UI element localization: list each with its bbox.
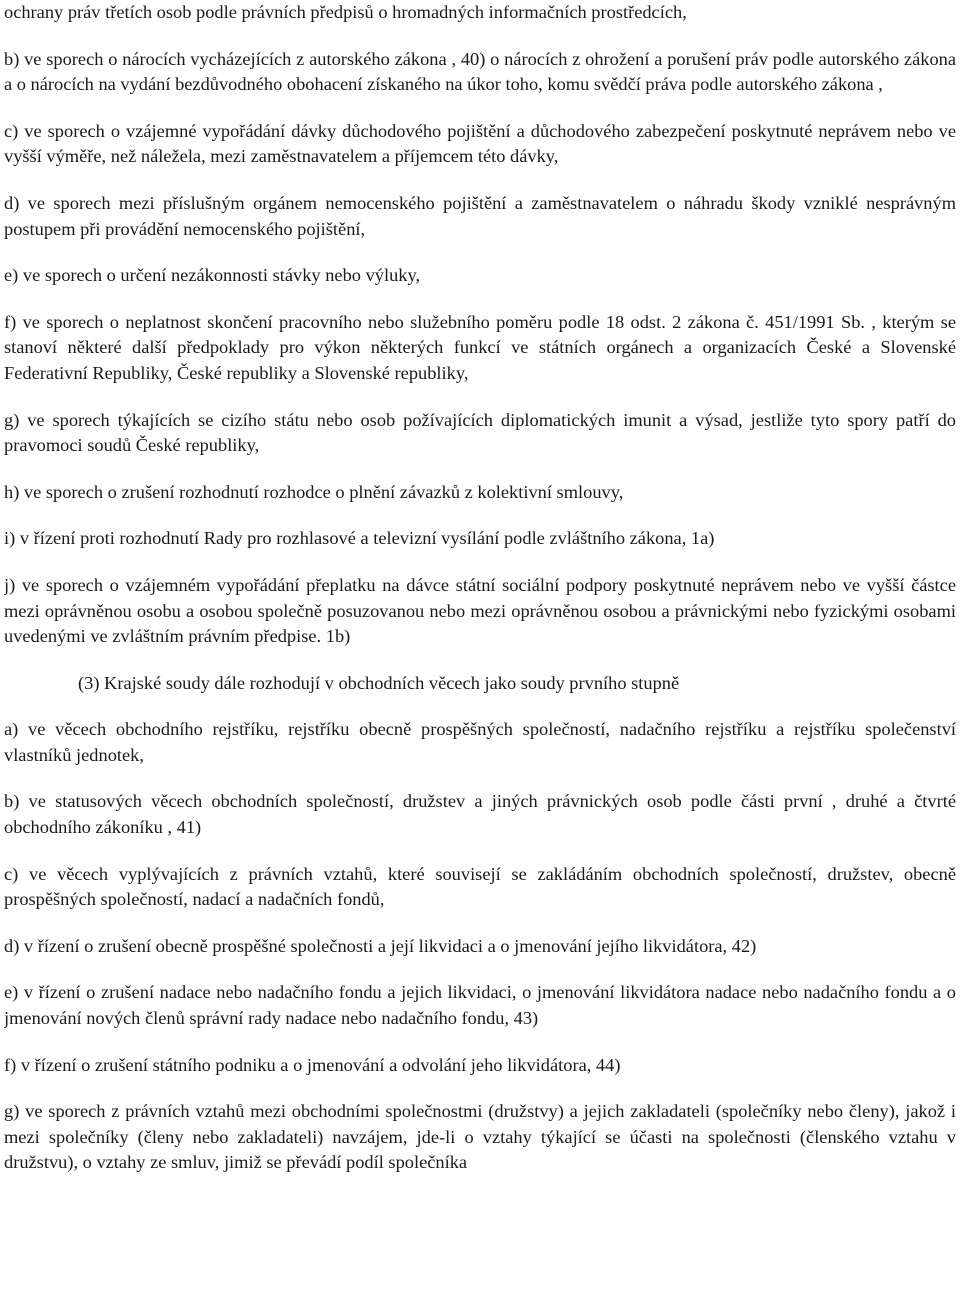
paragraph-b-status-matters: b) ve statusových věcech obchodních společností, družstev a jiných právnických osob podle části první , druhé a čtvrté obchodního zákoníku , 41) [4, 791, 956, 838]
paragraph-c-pension: c) ve sporech o vzájemné vypořádání dávky důchodového pojištění a důchodového zabezpečení poskytnuté neprávem nebo ve vyšší výměře, než náležela, mezi zaměstnavatelem a příjemcem této dávky, [4, 120, 956, 167]
paragraph-h-arbitration: h) ve sporech o zrušení rozhodnutí rozhodce o plnění závazků z kolektivní smlouvy, [4, 481, 624, 502]
paragraph-i-broadcasting: i) v řízení proti rozhodnutí Rady pro rozhlasové a televizní vysílání podle zvláštního zákona, 1a) [4, 528, 715, 549]
paragraph-c-founding: c) ve věcech vyplývajících z právních vztahů, které souvisejí se zakládáním obchodních společností, družstev, obecně prospěšných společností, nadací a nadačních fondů, [4, 863, 956, 910]
paragraph-f-state-enterprise: f) v řízení o zrušení státního podniku a o jmenování a odvolání jeho likvidátora, 44) [4, 1054, 621, 1075]
paragraph-b-copyright: b) ve sporech o nárocích vycházejících z autorského zákona , 40) o nárocích z ohrožení a porušení práv podle autorského zákona a o nárocích na vydání bezdůvodného obohacení získaného na úkor toho, komu svědčí práva podle autorského zákona , [4, 48, 956, 95]
paragraph-intro-continuation: ochrany práv třetích osob podle právních předpisů o hromadných informačních prostředcích, [4, 2, 687, 22]
paragraph-d-public-benefit: d) v řízení o zrušení obecně prospěšné společnosti a její likvidaci a o jmenování jejího likvidátora, 42) [4, 935, 757, 956]
paragraph-f-employment: f) ve sporech o neplatnost skončení pracovního nebo služebního poměru podle 18 odst. 2 zákona č. 451/1991 Sb. , kterým se stanoví některé další předpoklady pro výkon některých funkcí ve státních orgánech a organizacích České a Slovenské Federativní Republiky, České republiky a Slovenské republiky, [4, 311, 956, 383]
section-heading-3: (3) Krajské soudy dále rozhodují v obchodních věcech jako soudy prvního stupně [78, 672, 680, 693]
paragraph-d-sickness-insurance: d) ve sporech mezi příslušným orgánem nemocenského pojištění a zaměstnavatelem o náhradu škody vzniklé nesprávným postupem při provádění nemocenského pojištění, [4, 192, 956, 239]
paragraph-e-strike: e) ve sporech o určení nezákonnosti stávky nebo výluky, [4, 265, 421, 286]
paragraph-a-registers: a) ve věcech obchodního rejstříku, rejstříku obecně prospěšných společností, nadačního rejstříku a rejstříku společenství vlastníků jednotek, [4, 719, 956, 765]
document-page [4, 0, 956, 1308]
paragraph-g-company-disputes: g) ve sporech z právních vztahů mezi obchodními společnostmi (družstvy) a jejich zakladateli (společníky nebo členy), jakož i mezi společníky (členy nebo zakladateli) navzájem, jde-li o vztahy týkající se účasti na společnosti (členského vztahu v družstvu), o vztahy ze smluv, jimiž se převádí podíl společníka [4, 1101, 956, 1173]
paragraph-g-foreign-state: g) ve sporech týkajících se cizího státu nebo osob požívajících diplomatických imunit a výsad, jestliže tyto spory patří do pravomoci soudů České republiky, [4, 409, 956, 456]
paragraph-e-foundation: e) v řízení o zrušení nadace nebo nadačního fondu a jejich likvidaci, o jmenování likvidátora nadace nebo nadačního fondu a o jmenování nových členů správní rady nadace nebo nadačního fondu, 43) [4, 982, 956, 1029]
paragraph-j-social-support: j) ve sporech o vzájemném vypořádání přeplatku na dávce státní sociální podpory poskytnuté neprávem nebo ve vyšší částce mezi oprávněnou osobu a osobou společně posuzovanou nebo mezi oprávněnou osobou a právnickými nebo fyzickými osobami uvedenými ve zvláštním právním předpise. 1b) [4, 574, 956, 647]
